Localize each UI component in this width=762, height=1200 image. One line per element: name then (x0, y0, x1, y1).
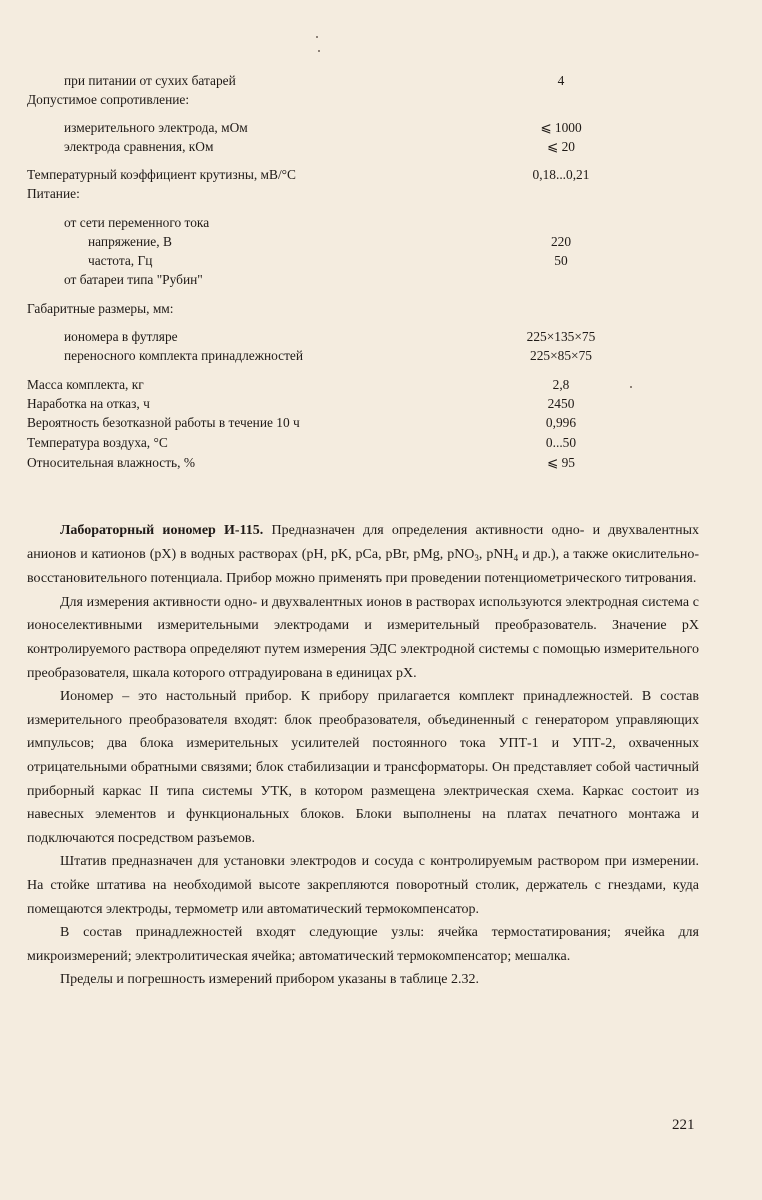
spec-label: Температура воздуха, °С (27, 435, 168, 450)
spec-label: Вероятность безотказной работы в течение 10 ч (27, 415, 300, 430)
spec-label: Габаритные размеры, мм: (27, 301, 174, 316)
spec-label: Питание: (27, 186, 80, 201)
spec-label: Относительная влажность, % (27, 455, 195, 470)
print-speck (318, 50, 320, 52)
paragraph: Штатив предназначен для установки электродов и сосуда с контролируемым раствором при измерении. На стойке штатива на необходимой высоте закрепляются поворотный столик, держатель с гнездами, куда помещаются электроды, термометр или автоматический термокомпенсатор. (27, 854, 699, 917)
paragraph-text: Предназначен для определения активности одно- и двухвалентных анионов и катионов (pX) в водных растворах (pH, pK, pCa, pBr, pMg, pNO (27, 523, 699, 562)
spec-label: электрода сравнения, кОм (64, 139, 214, 154)
spec-label: при питании от сухих батарей (64, 73, 236, 88)
paragraph (27, 519, 699, 591)
spec-label: измерительного электрода, мОм (64, 120, 248, 135)
paragraph-text: , pNH (478, 546, 514, 562)
spec-value: 225×135×75 (526, 329, 596, 344)
print-speck (316, 36, 318, 38)
spec-label: от сети переменного тока (64, 215, 210, 230)
subscript: 4 (513, 552, 519, 563)
paragraph: В состав принадлежностей входят следующие узлы: ячейка термостатирования; ячейка для микроизмерений; электролитическая ячейка; автоматический термокомпенсатор; мешалка. (27, 925, 699, 964)
spec-value: 0,18...0,21 (532, 167, 590, 182)
spec-label: иономера в футляре (64, 329, 178, 344)
spec-value: 0,996 (545, 415, 577, 430)
paragraph: Иономер – это настольный прибор. К прибору прилагается комплект принадлежностей. В состав измерительного преобразователя входят: блок преобразователя, объединенный с генератором управляющих импульсов; два блока измерительных усилителей постоянного тока УПТ-1 и УПТ-2, охваченных отрицательными обратными связями; блок стабилизации и трансформаторы. Он представляет собой частичный приборный каркас II типа системы УТК, в котором размещена электрическая схема. Каркас состоит из навесных элементов и функциональных блоков. Блоки выполнены на платах печатного монтажа и подключаются посредством разъемов. (27, 689, 699, 846)
spec-label: напряжение, В (88, 234, 172, 249)
spec-label: частота, Гц (88, 253, 153, 268)
spec-value: 225×85×75 (530, 348, 592, 363)
spec-value: 220 (550, 234, 572, 249)
spec-label: от батареи типа "Рубин" (64, 272, 203, 287)
spec-value: ⩽ 1000 (540, 120, 582, 135)
spec-value: 4 (557, 73, 565, 88)
spec-value: 50 (554, 253, 568, 268)
subscript: 3 (474, 552, 479, 563)
spec-label: Наработка на отказ, ч (27, 396, 150, 411)
spec-value: ⩽ 95 (547, 455, 575, 470)
paragraph-text: и др.), а также окислительно-восстановительного потенциала. Прибор можно применять при проведении потенциометрического титрования. (27, 546, 699, 587)
body-text (27, 519, 699, 992)
paragraph: Пределы и погрешность измерений прибором указаны в таблице 2.32. (60, 972, 479, 988)
spec-value: 0...50 (545, 435, 577, 450)
spec-value: 2450 (547, 396, 575, 411)
spec-value: 2,8 (552, 377, 570, 392)
print-speck (630, 386, 632, 388)
spec-label: переносного комплекта принадлежностей (64, 348, 304, 363)
spec-label: Масса комплекта, кг (27, 377, 144, 392)
spec-label: Температурный коэффициент крутизны, мВ/°С (27, 167, 296, 182)
page-number: 221 (672, 1117, 695, 1133)
paragraph: Для измерения активности одно- и двухвалентных ионов в растворах используются электродная система с ионоселективными измерительными электродами и измерительный преобразователь. Значение pX контролируемого раствора определяют путем измерения ЭДС электродной системы с помощью измерительного преобразователя, шкала которого отградуирована в единицах pX. (27, 594, 699, 681)
device-title: Лабораторный иономер И-115. (60, 523, 264, 538)
spec-value: ⩽ 20 (547, 139, 575, 154)
spec-label: Допустимое сопротивление: (27, 92, 190, 107)
